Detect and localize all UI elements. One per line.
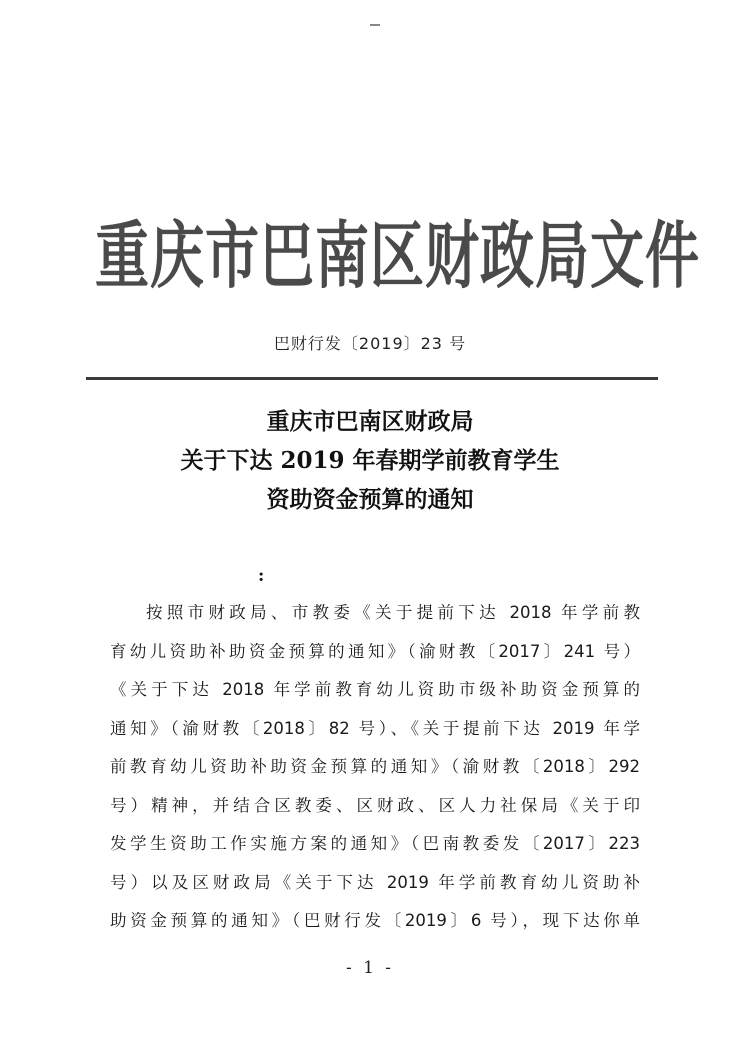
notice-title-line: 关于下达 2019 年春期学前教育学生 <box>180 447 560 474</box>
body-line: 育幼儿资助补助资金预算的通知》（渝财教〔2017〕241 号） <box>110 641 640 661</box>
body-text <box>110 594 640 941</box>
body-line: 号）精神，并结合区教委、区财政、区人力社保局《关于印 <box>110 795 640 815</box>
notice-title-line: 重庆市巴南区财政局 <box>266 408 474 435</box>
body-line: 前教育幼儿资助补助资金预算的通知》（渝财教〔2018〕292 <box>110 757 640 776</box>
notice-title-line: 资助资金预算的通知 <box>266 486 474 513</box>
issuer-header: 重庆市巴南区财政局文件 <box>95 213 700 299</box>
addressee: : <box>258 566 265 586</box>
body-line: 发学生资助工作实施方案的通知》（巴南教委发〔2017〕223 <box>110 834 640 853</box>
page-number: - 1 - <box>345 958 395 978</box>
body-line: 《关于下达 2018 年学前教育幼儿资助市级补助资金预算的 <box>110 680 640 699</box>
notice-title <box>0 402 740 519</box>
document-number: 巴财行发〔2019〕23 号 <box>273 334 467 353</box>
header-divider <box>86 377 658 380</box>
body-line: 按照市财政局、市教委《关于提前下达 2018 年学前教 <box>146 603 640 622</box>
body-line: 通知》（渝财教〔2018〕82 号）、《关于提前下达 2019 年学 <box>110 718 640 738</box>
body-line: 助资金预算的通知》（巴财行发〔2019〕6 号），现下达你单 <box>110 911 640 930</box>
scan-artifact-mark <box>370 24 380 26</box>
body-line: 号）以及区财政局《关于下达 2019 年学前教育幼儿资助补 <box>110 872 640 892</box>
